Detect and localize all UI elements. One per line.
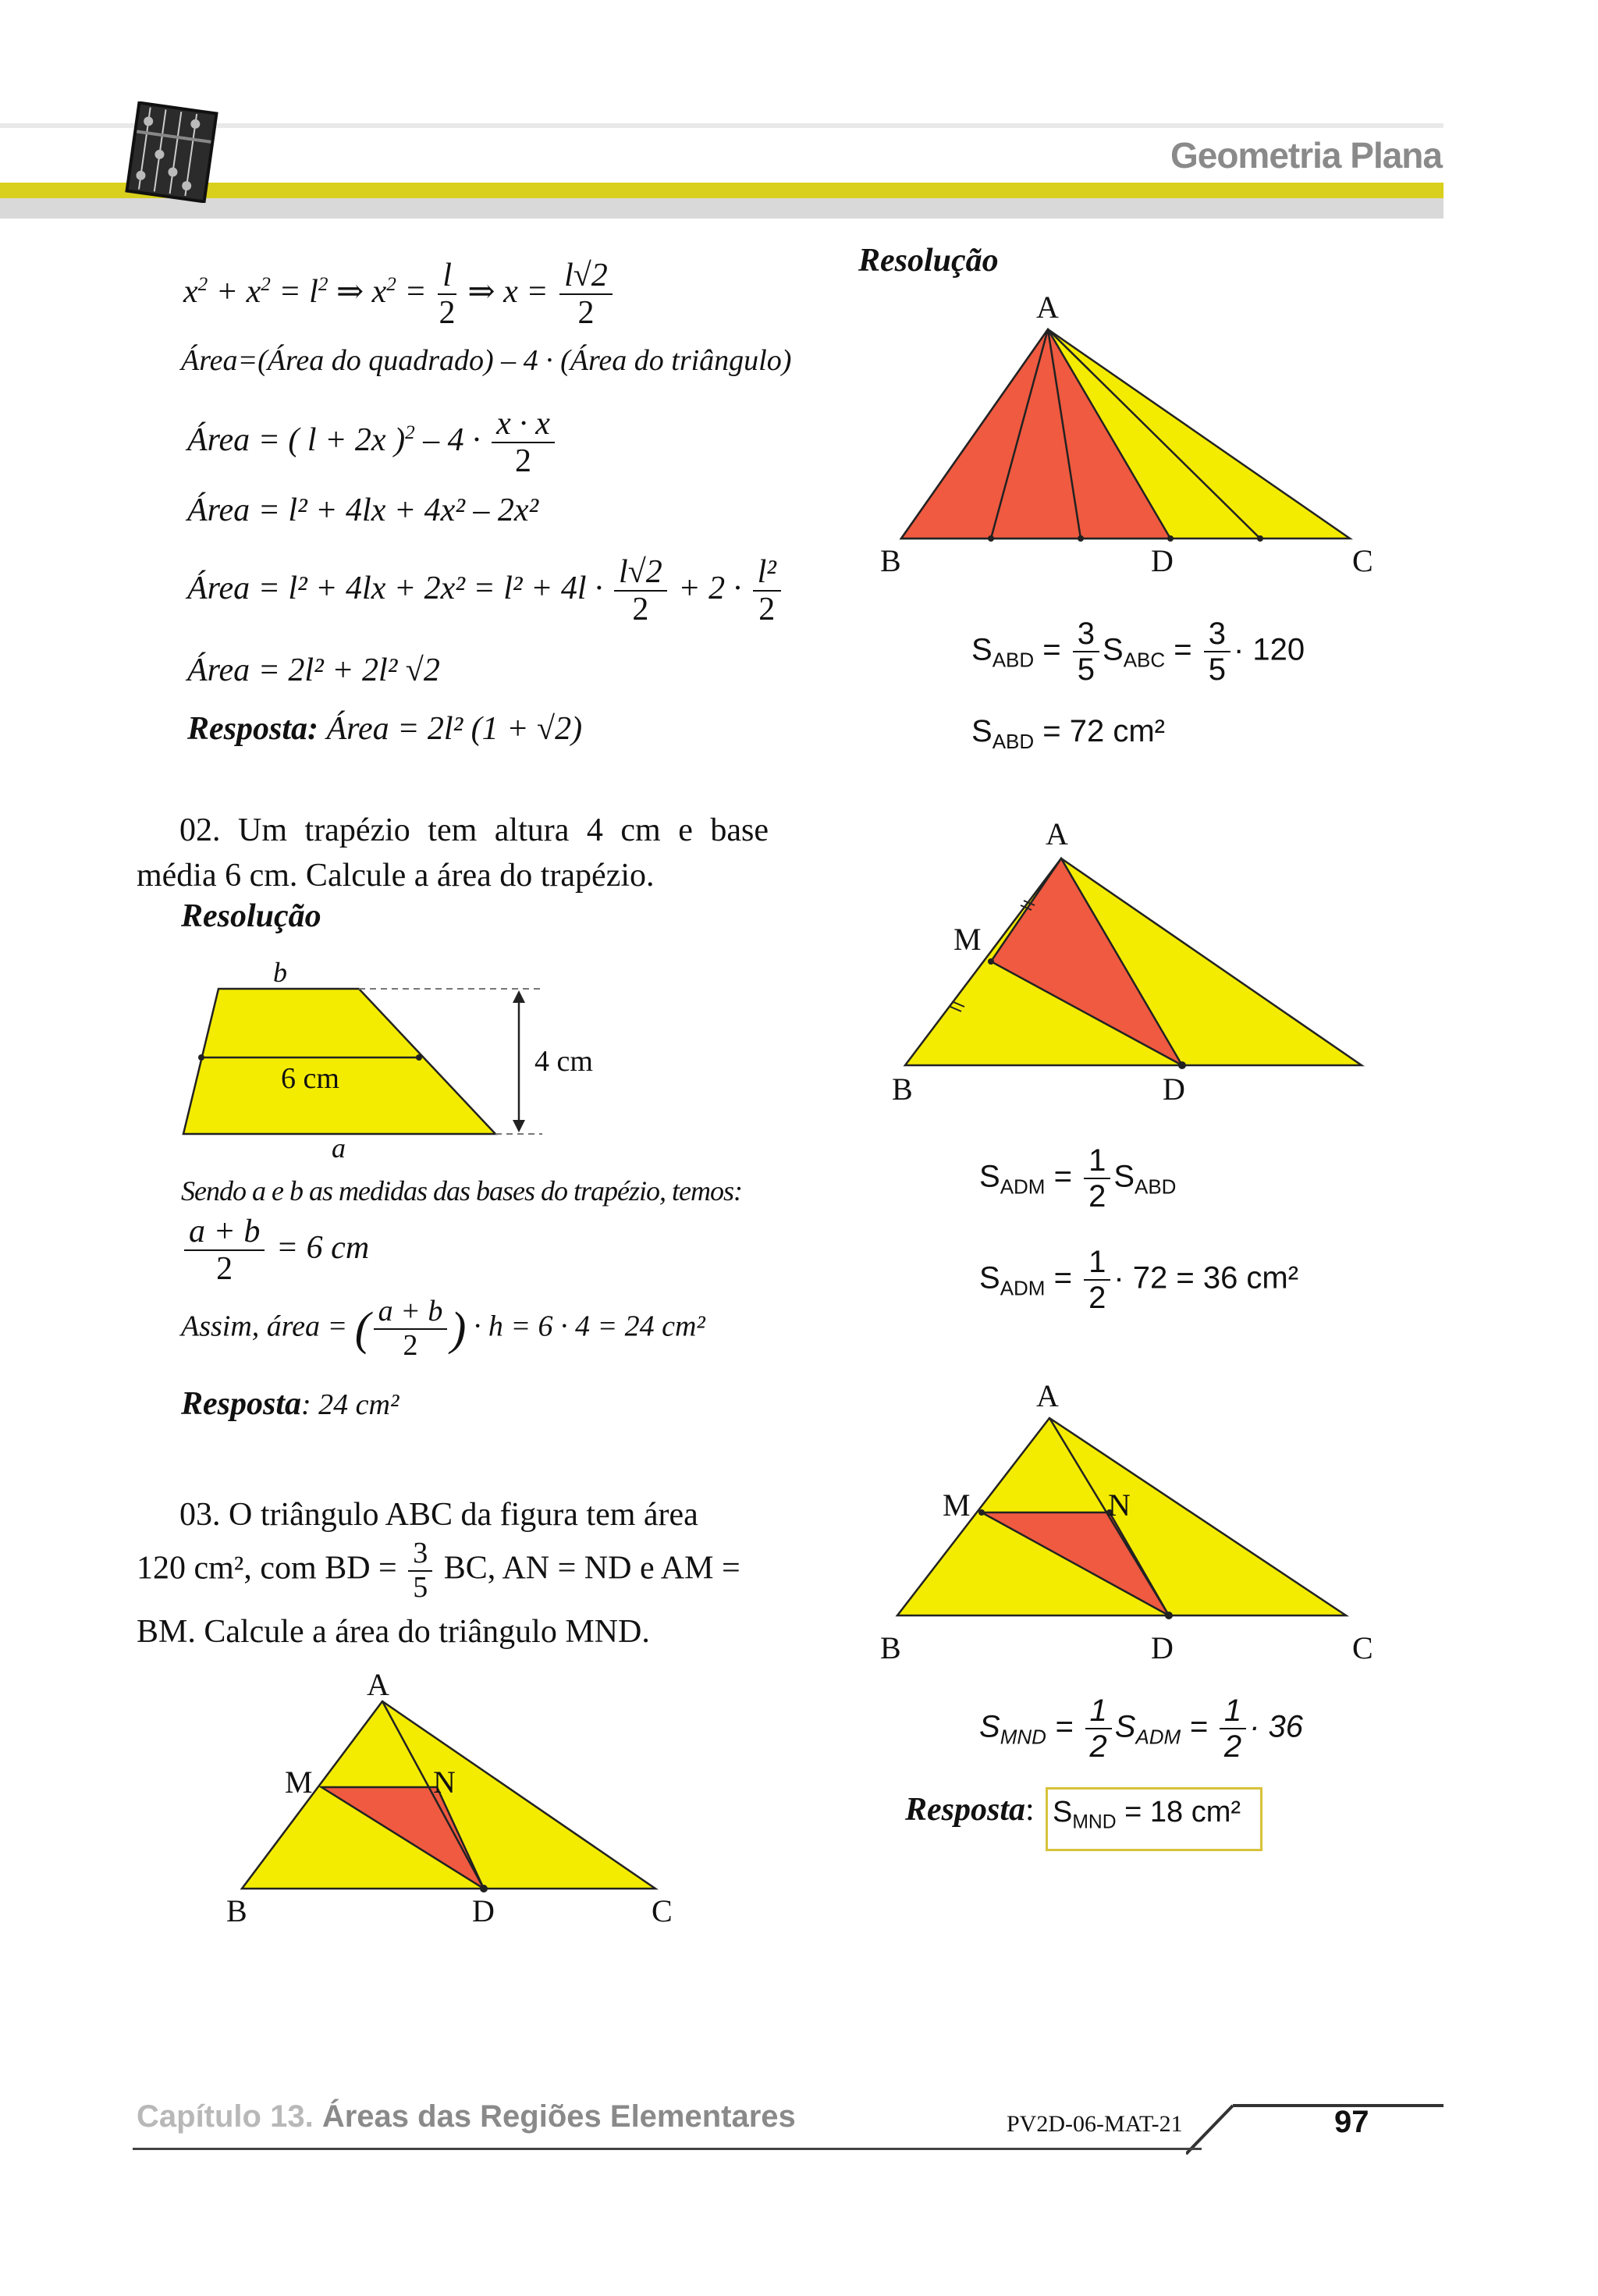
abacus-icon [125, 101, 218, 203]
fig-q3-label-c: C [652, 1893, 673, 1928]
fig-q3-label-d: D [472, 1893, 495, 1928]
footer-code: PV2D-06-MAT-21 [1007, 2111, 1183, 2137]
footer-chapter: Capítulo 13. Áreas das Regiões Elementares [137, 2099, 796, 2134]
formula-s-adm-1: $S_{ADM}$ = $\frac{1}{2}$ $S_{ABD}$ [979, 1143, 1177, 1214]
question-02-sendo: Sendo a e b as medidas das bases do trapézio, temos: [181, 1175, 742, 1207]
question-03-line3: BM. Calcule a área do triângulo MND. [137, 1614, 650, 1650]
question-03-line1: 03. O triângulo ABC da figura tem área [179, 1497, 698, 1533]
fig1-label-b: B [880, 543, 901, 578]
question-02-resolucao: Resolução [181, 898, 321, 934]
fig2-label-b: B [892, 1072, 913, 1107]
fig2-label-a: A [1046, 816, 1068, 851]
fig3-label-a: A [1036, 1378, 1059, 1413]
fig2-label-d: D [1163, 1072, 1185, 1107]
footer-bottom-line [133, 2148, 1202, 2150]
answer-2: Resposta: 24 cm² [181, 1386, 400, 1422]
fig-q3-label-m: M [285, 1765, 313, 1800]
fig3-label-b: B [880, 1630, 901, 1665]
area-definition: Área=(Área do quadrado) – 4 · (Área do triângulo) [181, 344, 792, 377]
equation-area-3: Área = l² + 4lx + 2x² = l² + 4l · $\frac{l√2}{2}$ + 2 · $\frac{\text{l²}}{2}$ [187, 554, 784, 627]
fig-q3-label-n: N [433, 1765, 456, 1800]
fig1-label-c: C [1352, 543, 1373, 578]
fig1-label-d: D [1151, 543, 1174, 578]
fig-q3-label-a: A [367, 1667, 389, 1702]
formula-s-adm-2: $S_{ADM}$ = $\frac{1}{2}$ · 72 = 36 cm² [979, 1245, 1299, 1315]
answer-1: Resposta: Área = 2l² (1 + √2) [187, 711, 583, 747]
triangle-adm-figure [897, 843, 1365, 1077]
question-02-text: 02. Um trapézio tem altura 4 cm e base média 6 cm. Calcule a área do trapézio. [137, 812, 769, 894]
header-title: Geometria Plana [1170, 135, 1442, 176]
fig3-label-c: C [1352, 1630, 1373, 1665]
fig3-label-m: M [943, 1487, 971, 1523]
page-number: 97 [1334, 2105, 1369, 2139]
formula-s-abd-1: $S_{ABD}$ = $\frac{3}{5}$ $S_{ABC}$ = $\frac{3}{5}$ · 120 [971, 617, 1305, 687]
trapezoid-label-b: b [273, 957, 287, 988]
trapezoid-label-a: a [332, 1132, 346, 1164]
question-02-eq2: Assim, área = ( $\frac{a + b}{2}$ ) · h = 6 · 4 = 24 cm² [181, 1295, 705, 1362]
fig3-label-d: D [1151, 1630, 1174, 1665]
answer-3: Resposta: [905, 1792, 1035, 1828]
answer-3-box: $S_{MND} = 18$ cm² [1046, 1787, 1262, 1851]
resolucao-right: Resolução [858, 243, 999, 279]
fig1-label-a: A [1036, 290, 1059, 325]
trapezoid-label-height: 4 cm [534, 1045, 593, 1078]
equation-area-4: Área = 2l² + 2l² √2 [187, 652, 440, 688]
equation-x: $x^2 + x^2 = l^2$ ⇒ $x^2$ = $\frac{l}{2}$ ⇒ x = $\frac{l√2}{2}$ [183, 258, 616, 331]
question-02-eq1: $\frac{a + b}{2}$ = 6 cm [181, 1214, 369, 1287]
equation-area-1: Área = ( l + 2x )$^2$ – 4 · $\frac{x \cdot x}{2}$ [187, 406, 558, 479]
formula-s-abd-2: $S_{ABD} = 72$ cm² [971, 714, 1165, 754]
fig3-label-n: N [1108, 1487, 1131, 1523]
fig2-label-m: M [953, 922, 982, 957]
question-03-line2: 120 cm², com BD = $\frac{3}{5}$ BC, AN = ND e AM = [137, 1537, 740, 1604]
formula-s-mnd: $S_{MND}$ = $\frac{1}{2}$ $S_{ADM}$ = $\frac{1}{2}$ · 36 [979, 1694, 1303, 1764]
equation-area-2: Área = l² + 4lx + 4x² – 2x² [187, 492, 539, 528]
triangle-abd-figure [893, 320, 1362, 550]
footer-line [1186, 2099, 1444, 2162]
fig-q3-label-b: B [226, 1893, 247, 1928]
trapezoid-label-mid: 6 cm [281, 1062, 339, 1095]
